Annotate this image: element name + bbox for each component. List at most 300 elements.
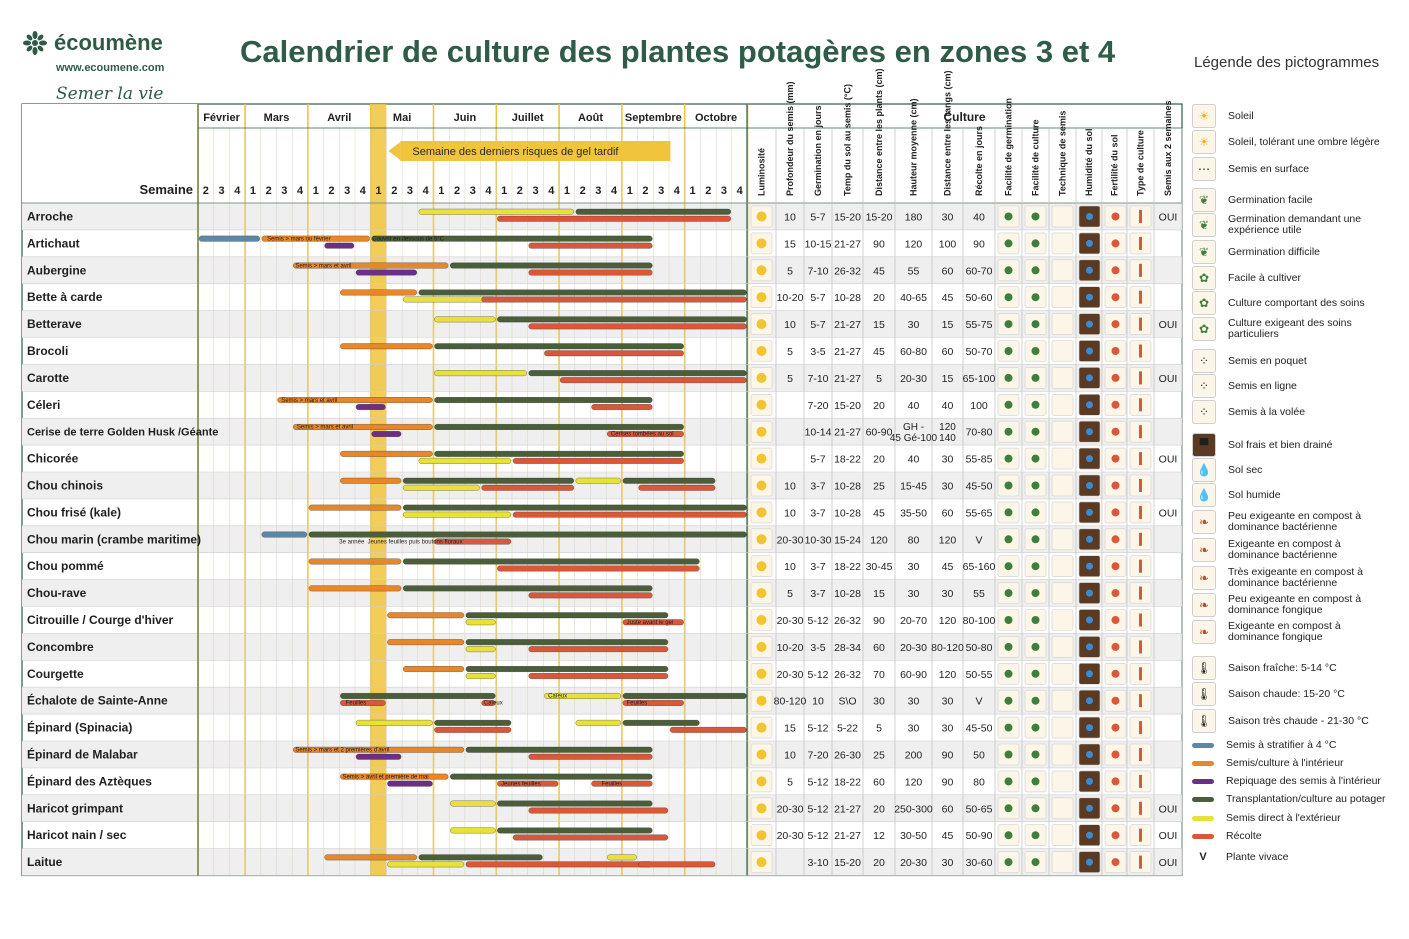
seeding-technique-icon (1052, 260, 1073, 281)
cell-value: 80-120 (773, 695, 807, 708)
legend-line-swatch (1192, 743, 1214, 748)
bar-stratify (262, 532, 307, 538)
cell-value: 90 (973, 238, 985, 251)
cell-value: 5 (787, 588, 793, 601)
bar-note: Semis > avril et première de mai (342, 774, 429, 781)
thermometer-icon: 🌡 (1192, 656, 1216, 680)
sprout-icon (1032, 374, 1040, 382)
drop-icon (1086, 832, 1093, 839)
compost-dot (1112, 213, 1120, 221)
drop-icon (1086, 294, 1093, 301)
cell-value: 10 (784, 480, 796, 493)
cell-value: 25 (873, 749, 885, 762)
bar-indoor (340, 478, 401, 484)
sun-icon (757, 588, 767, 598)
month-label: Octobre (695, 112, 738, 124)
legend-label: Germination facile (1228, 193, 1313, 206)
drop-icon (1086, 563, 1093, 570)
cell-value: 15 (784, 722, 796, 735)
thermometer-bar (1139, 318, 1142, 331)
bar-note: Caïeux (548, 693, 568, 700)
week-label: 3 (344, 185, 351, 197)
cell-value: 80-120 (931, 641, 964, 654)
cell-value: 20-70 (900, 614, 927, 627)
bar-transplant (435, 344, 684, 350)
sun-icon (757, 669, 767, 679)
sun-icon (757, 723, 767, 733)
cell-value: 7-20 (807, 749, 829, 762)
week-label: 1 (438, 185, 445, 197)
cell-value: 21-27 (834, 345, 861, 358)
row-name: Cerise de terre Golden Husk /Géante (27, 426, 219, 439)
sprout-icon: ❦ (1192, 188, 1216, 212)
cell-value: 3-10 (807, 857, 829, 870)
cell-value: 20-30 (776, 534, 804, 547)
compost-dot (1112, 643, 1120, 651)
cell-value: 15-20 (834, 211, 861, 224)
cell-value: 10-15 (804, 238, 832, 251)
row-name: Citrouille / Courge d'hiver (27, 612, 174, 627)
sprout-icon (1005, 347, 1013, 355)
cell-value: 30 (941, 722, 954, 735)
legend-item (1192, 852, 1288, 863)
compost-icon: ❧ (1192, 620, 1216, 644)
bar-transplant-indoor (356, 270, 417, 276)
row-name: Chou chinois (27, 478, 103, 493)
legend-label: Sol humide (1228, 488, 1281, 501)
compost-dot (1112, 428, 1120, 436)
legend-label: Germination difficile (1228, 245, 1321, 258)
cell-value: 3-7 (810, 507, 826, 520)
legend-item (1192, 656, 1337, 680)
sprout-icon (1032, 804, 1040, 812)
sprout-icon (1005, 482, 1013, 490)
culture-column-header: Facilité de germination (1003, 97, 1014, 196)
legend-item (1192, 213, 1388, 237)
bar-transplant (419, 855, 543, 861)
bar-transplant (435, 424, 684, 430)
cell-value: 26-32 (834, 668, 861, 681)
compost-dot (1112, 777, 1120, 785)
legend-label: Très exigeante en compost à dominance bactérienne (1228, 566, 1364, 589)
bar-indoor (387, 613, 464, 619)
sprout-icon (1032, 562, 1040, 570)
cell-value: 45 (873, 507, 885, 520)
legend-item (1192, 317, 1388, 341)
cell-value: OUI (1158, 453, 1178, 466)
sprout-icon (1005, 293, 1013, 301)
seeding-technique-icon (1052, 367, 1073, 388)
bar-direct (576, 720, 621, 726)
cell-value: 50-80 (965, 641, 993, 654)
culture-column-header: Fertilité du sol (1109, 134, 1120, 196)
culture-column-header: Distance entre les rangs (cm) (942, 70, 953, 196)
cell-value: 90 (941, 749, 954, 762)
bar-harvest (639, 485, 716, 491)
sprout-icon (1032, 777, 1040, 785)
legend-item (1192, 374, 1297, 398)
cell-value: 60 (941, 345, 954, 358)
compost-dot (1112, 724, 1120, 732)
bar-note: Caïeux (483, 700, 503, 707)
sun-icon (757, 561, 767, 571)
cell-value: 5 (787, 265, 793, 278)
compost-dot (1112, 508, 1120, 516)
sprout-icon (1005, 239, 1013, 247)
cell-value: 18-22 (834, 453, 861, 466)
cell-value: 30 (941, 588, 954, 601)
sprout-icon (1032, 428, 1040, 436)
sun-icon (757, 857, 767, 867)
cell-value: 120 (938, 534, 957, 547)
bar-transplant (497, 317, 746, 323)
thermometer-icon: 🌡 (1192, 682, 1216, 706)
cell-value: 40-65 (900, 292, 927, 305)
bar-note: Cerises tombées au sol (610, 431, 674, 438)
sprout-icon (1005, 643, 1013, 651)
row-name: Aubergine (27, 263, 87, 278)
cell-value: 20 (873, 803, 885, 816)
week-label: 1 (501, 185, 508, 197)
bar-transplant (309, 532, 747, 538)
sprout-icon (1032, 401, 1040, 409)
cell-value: OUI (1158, 857, 1178, 870)
cell-value: 10-28 (834, 507, 861, 520)
cell-value: OUI (1158, 319, 1178, 332)
bar-note: Feuilles (345, 700, 367, 707)
week-label: 2 (516, 185, 523, 197)
bar-note: Feuilles (601, 781, 623, 788)
cell-value: 20 (873, 857, 885, 870)
sprout-icon (1032, 535, 1040, 543)
drop-icon (1086, 455, 1093, 462)
bar-note: Juste avant le gel (626, 620, 674, 626)
sun-icon (757, 615, 767, 625)
cell-value: 120 (938, 614, 957, 627)
cell-value: 21-27 (834, 830, 861, 843)
week-label: 4 (673, 185, 680, 197)
sprout-icon (1032, 508, 1040, 516)
cell-value: 120 (904, 776, 923, 789)
legend-item (1192, 157, 1309, 181)
cell-value: 10 (784, 749, 796, 762)
cell-value: 5-12 (807, 830, 829, 843)
bar-note: Semis > mars ou février (267, 236, 331, 243)
legend-label: Saison fraîche: 5-14 °C (1228, 661, 1337, 674)
cell-value: 100 (938, 238, 957, 251)
compost-dot (1112, 535, 1120, 543)
row-name: Courgette (27, 666, 84, 681)
compost-icon: ❧ (1192, 538, 1216, 562)
bar-direct (607, 855, 636, 861)
seeding-technique-icon (1052, 421, 1073, 442)
drop-icon (1086, 697, 1093, 704)
bar-direct (403, 512, 511, 518)
bar-transplant (403, 478, 574, 484)
cell-value: 5-7 (810, 319, 826, 332)
thermometer-bar (1139, 829, 1142, 842)
bar-indoor (387, 639, 464, 645)
cell-value: 30 (873, 695, 885, 708)
week-label: 1 (689, 185, 696, 197)
cell-value: 40 (907, 399, 920, 412)
row-name: Échalote de Sainte-Anne (27, 693, 168, 708)
culture-column-header: Technique de semis (1057, 110, 1068, 196)
sprout-icon (1005, 266, 1013, 274)
legend-line-swatch (1192, 797, 1214, 802)
sprout-icon (1005, 455, 1013, 463)
week-label: 3 (406, 185, 414, 197)
drop-icon (1086, 240, 1093, 247)
row-name: Haricot nain / sec (27, 828, 127, 843)
legend-label: Semis/culture à l'intérieur (1226, 757, 1344, 769)
drop-icon: 💧 (1192, 458, 1216, 482)
sun-icon (757, 534, 767, 544)
culture-column-header: Luminosité (756, 147, 767, 196)
cell-value: 40 (907, 453, 920, 466)
legend-item (1192, 776, 1381, 787)
legend-item (1192, 538, 1388, 562)
drop-icon (1086, 401, 1093, 408)
bar-harvest (592, 404, 653, 410)
cell-value: 15 (941, 319, 954, 332)
compost-dot (1112, 455, 1120, 463)
seeding-technique-icon (1052, 529, 1073, 550)
cell-value: OUI (1158, 372, 1178, 385)
sprout-icon (1032, 616, 1040, 624)
legend-label: Sol sec (1228, 463, 1263, 476)
sun-icon (757, 319, 767, 329)
cell-value: 45-50 (965, 480, 993, 493)
bar-note: Semis > mars et avril (295, 263, 352, 270)
seeding-technique-icon (1052, 636, 1073, 657)
row-name: Épinard (Spinacia) (27, 720, 133, 735)
compost-dot (1112, 831, 1120, 839)
cell-value: 7-20 (807, 399, 829, 412)
sun-icon (757, 427, 767, 437)
cell-value: 15-24 (834, 534, 861, 547)
cell-value: 30-45 (865, 561, 893, 574)
row-name: Chicorée (27, 451, 79, 466)
cell-value: 120 (870, 534, 888, 547)
brand-slogan: Semer la vie (56, 84, 164, 104)
cell-value: 30-60 (965, 857, 993, 870)
compost-dot (1112, 589, 1120, 597)
culture-column-header: Hauteur moyenne (cm) (908, 98, 919, 196)
legend-item (1192, 682, 1345, 706)
sprout-icon (1005, 777, 1013, 785)
brand-url[interactable]: www.ecoumene.com (56, 62, 165, 74)
sprout-icon (1005, 831, 1013, 839)
bar-transplant (623, 720, 700, 726)
cell-value: 26-30 (834, 749, 861, 762)
cell-value: 55-75 (965, 319, 993, 332)
sun-icon: ☀ (1192, 104, 1216, 128)
bar-transplant (623, 478, 715, 484)
thermometer-bar (1139, 560, 1142, 573)
culture-column-header: Semis aux 2 semaines (1163, 100, 1173, 196)
compost-dot (1112, 858, 1120, 866)
cell-value: 10 (784, 319, 796, 332)
cell-value: 3-5 (810, 641, 826, 654)
cell-value: 5 (787, 372, 793, 385)
row-name: Artichaut (27, 236, 80, 251)
culture-title: Culture (943, 110, 986, 124)
cell-value: 20 (873, 292, 885, 305)
cell-value: 5-22 (836, 722, 859, 735)
legend-item (1192, 794, 1386, 805)
week-label: 2 (705, 185, 712, 197)
cell-value: OUI (1158, 830, 1178, 843)
bar-transplant (435, 720, 512, 726)
bar-harvest (529, 646, 668, 652)
sun-icon (757, 454, 767, 464)
page-title: Calendrier de culture des plantes potagères en zones 3 et 4 (240, 34, 1116, 69)
legend-item (1192, 240, 1320, 264)
cell-value: 10 (812, 695, 824, 708)
cell-value: 30 (907, 695, 920, 708)
legend-item (1192, 510, 1388, 534)
sprout-icon (1032, 482, 1040, 490)
week-label: 2 (265, 185, 272, 197)
drop-icon (1086, 778, 1093, 785)
culture-column-header: Profondeur du semis (mm) (785, 81, 795, 196)
bar-transplant (403, 505, 746, 511)
drop-icon (1086, 348, 1093, 355)
sun-icon (757, 238, 767, 248)
legend-item (1192, 709, 1369, 733)
legend-line-swatch (1192, 779, 1214, 784)
cell-value: 45 Gé-100 (889, 433, 938, 445)
legend-item (1192, 620, 1388, 644)
legend-item (1192, 291, 1365, 315)
bar-indoor (340, 344, 432, 350)
thermometer-bar (1139, 479, 1142, 492)
bar-harvest (529, 808, 668, 814)
row-name: Chou frisé (kale) (27, 505, 122, 520)
week-label: 3 (595, 185, 602, 197)
sprout-icon (1005, 401, 1013, 409)
cell-value: 45 (873, 265, 885, 278)
cell-value: 28-34 (834, 641, 861, 654)
bar-direct (356, 720, 433, 726)
sprout-icon (1005, 724, 1013, 732)
cell-value: 15-45 (900, 480, 927, 493)
sprout-icon (1032, 858, 1040, 866)
legend-line-swatch (1192, 834, 1214, 839)
cell-value: 60 (873, 641, 885, 654)
cell-value: 20-30 (900, 641, 927, 654)
bar-direct (403, 485, 480, 491)
week-label: 1 (563, 185, 571, 197)
legend-label: Semis en poquet (1228, 354, 1307, 367)
frost-note-text: Semaine des derniers risques de gel tardif (412, 146, 619, 158)
sprout-icon (1032, 347, 1040, 355)
cell-value: 30 (941, 453, 954, 466)
cell-value: 3-7 (810, 588, 826, 601)
thermometer-bar (1139, 291, 1142, 304)
sprout-icon (1032, 455, 1040, 463)
bar-indoor (309, 586, 401, 592)
legend-label: Peu exigeante en compost à dominance fongique (1228, 593, 1362, 616)
legend-item (1192, 266, 1301, 290)
cell-value: 20-30 (776, 803, 804, 816)
drop-icon (1086, 859, 1093, 866)
cell-value: 60-90 (900, 668, 927, 681)
cell-value: 250-300 (894, 803, 933, 816)
cell-value: 120 (904, 238, 923, 251)
week-label: 3 (281, 185, 288, 197)
drop-icon (1086, 213, 1093, 220)
bar-indoor (340, 451, 432, 457)
sprout-icon (1005, 374, 1013, 382)
cell-value: 3-7 (810, 480, 826, 493)
culture-column-header: Temp du sol au semis (°C) (842, 84, 853, 196)
compost-dot (1112, 616, 1120, 624)
compost-dot (1112, 482, 1120, 490)
week-label: 3 (218, 185, 225, 197)
sprout-icon (1005, 508, 1013, 516)
bar-indoor (403, 666, 464, 672)
culture-column-header: Distance entre les plants (cm) (874, 68, 884, 196)
legend-label: Germination demandant une expérience utile (1228, 213, 1362, 236)
cell-value: V (975, 534, 983, 547)
sprout-icon (1032, 239, 1040, 247)
bar-transplant-indoor (356, 754, 401, 760)
cell-value: 70-80 (965, 426, 993, 439)
legend-label: Semis en surface (1228, 162, 1310, 175)
cell-value: 21-27 (834, 238, 861, 251)
legend-label: Peu exigeante en compost à dominance bactérienne (1228, 510, 1362, 533)
bar-transplant (435, 397, 653, 403)
cell-value: 30-50 (900, 830, 927, 843)
row-name: Laitue (27, 855, 63, 870)
cell-value: 60 (941, 803, 954, 816)
sun-icon (757, 292, 767, 302)
bar-harvest (529, 270, 653, 276)
brand-name: écoumène (54, 30, 163, 55)
sprout-icon (1005, 804, 1013, 812)
legend-label: Semis en ligne (1228, 379, 1297, 392)
seeding-technique-icon (1052, 314, 1073, 335)
sprout-icon (1032, 643, 1040, 651)
legend-item (1192, 758, 1344, 769)
week-label: 3 (469, 185, 476, 197)
cell-value: 50-90 (965, 830, 993, 843)
cell-value: 45 (941, 830, 954, 843)
week-label: 2 (202, 185, 209, 197)
seeding-technique-icon (1052, 233, 1073, 254)
legend-label: Sol frais et bien drainé (1228, 438, 1333, 451)
sprout-icon (1005, 535, 1013, 543)
bar-transplant (466, 639, 668, 645)
seeding-technique-icon (1052, 583, 1073, 604)
cell-value: 5-7 (810, 453, 826, 466)
bar-direct (576, 478, 621, 484)
cell-value: 20-30 (776, 614, 804, 627)
week-label: 4 (296, 185, 304, 197)
bar-harvest (529, 673, 668, 679)
sun-icon (757, 776, 767, 786)
legend-label: Semis à la volée (1228, 405, 1306, 418)
thermometer-bar (1139, 371, 1142, 384)
cell-value: 80-100 (962, 614, 996, 627)
bar-transplant (450, 774, 652, 780)
seeding-technique-icon (1052, 690, 1073, 711)
sprout-icon (1005, 562, 1013, 570)
seed-icon: ⁘ (1192, 400, 1216, 424)
cell-value: 30 (907, 561, 920, 574)
